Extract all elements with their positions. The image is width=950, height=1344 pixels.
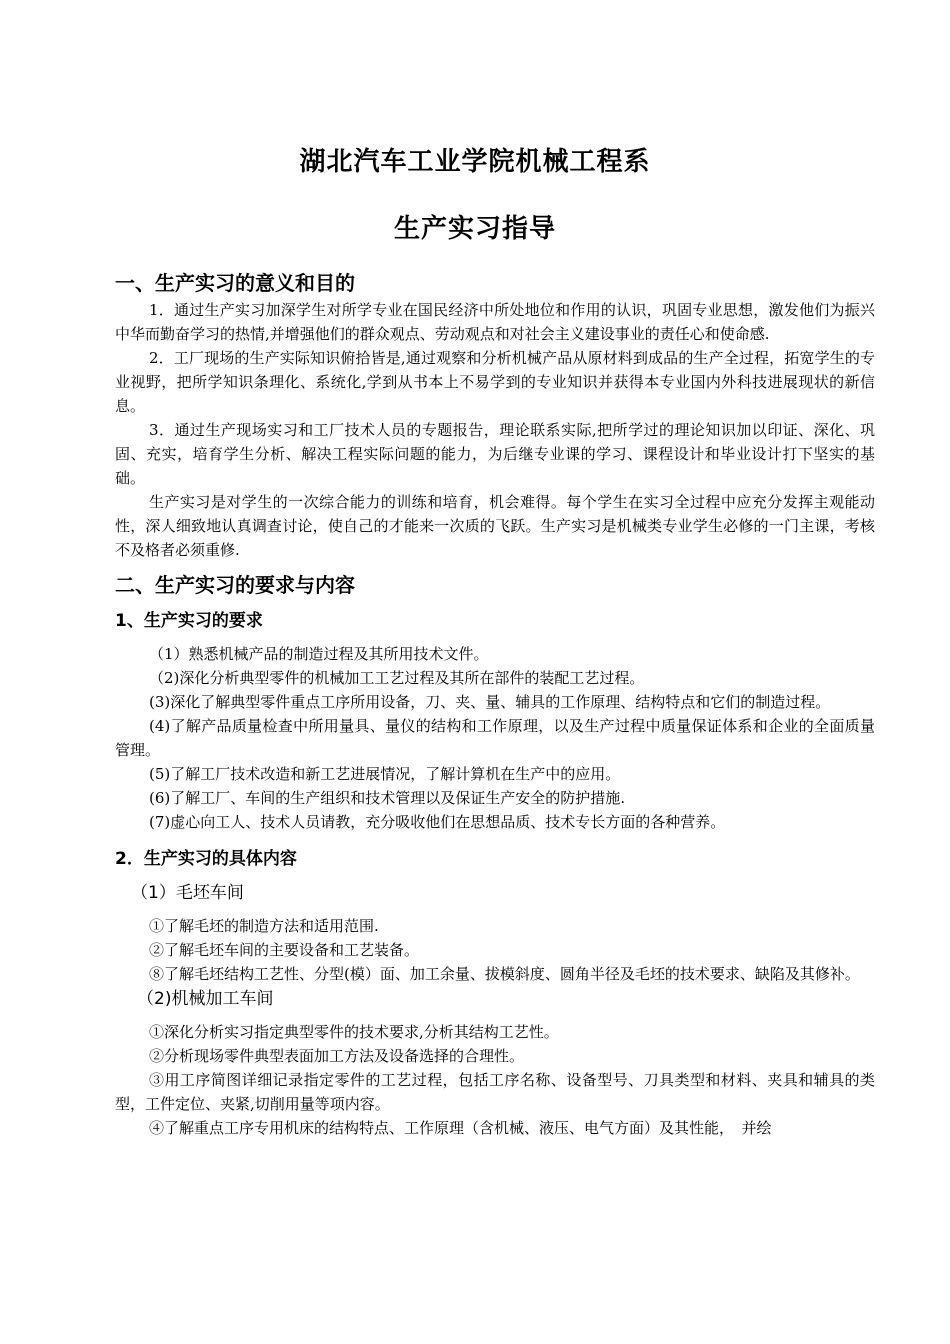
workshop1-item-3: ⑧了解毛坯结构工艺性、分型(模）面、加工余量、拔模斜度、圆角半径及毛坯的技术要求、缺陷及其修补。 <box>149 965 860 983</box>
requirement-item-7: (7)虚心向工人、技术人员请教，充分吸收他们在思想品质、技术专长方面的各种营养。 <box>149 813 726 831</box>
document-title: 湖北汽车工业学院机械工程系 <box>299 147 651 177</box>
requirement-item-2: （2)深化分析典型零件的机械加工工艺过程及其所在部件的装配工艺过程。 <box>149 669 645 687</box>
section1-heading: 一、生产实习的意义和目的 <box>115 271 355 295</box>
requirement-item-6: (6)了解工厂、车间的生产组织和技术管理以及保证生产安全的防护措施. <box>149 789 626 807</box>
document-subtitle: 生产实习指导 <box>393 214 556 244</box>
requirements-heading: 1、生产实习的要求 <box>115 611 263 631</box>
workshop2-item-3: ③用工序简图详细记录指定零件的工艺过程，包括工序名称、设备型号、刀具类型和材料、夹具和辅具的类型，工件定位、夹紧,切削用量等项内容。 <box>115 1071 875 1113</box>
workshop2-item-2: ②分析现场零件典型表面加工方法及设备选择的合理性。 <box>149 1047 525 1065</box>
section1-paragraph-3: 3．通过生产现场实习和工厂技术人员的专题报告，理论联系实际,把所学过的理论知识加以印证、深化、巩固、充实，培育学生分析、解决工程实际问题的能力，为后继专业课的学习、课程设计和毕业设计打下坚实的基础。 <box>115 421 875 487</box>
requirement-item-3: (3)深化了解典型零件重点工序所用设备，刀、夹、量、辅具的工作原理、结构特点和它们的制造过程。 <box>149 693 831 711</box>
requirement-item-1: （1）熟悉机械产品的制造过程及其所用技术文件。 <box>149 645 489 663</box>
section1-paragraph-4: 生产实习是对学生的一次综合能力的训练和培育，机会难得。每个学生在实习全过程中应充分发挥主观能动性，深人细致地认真调查讨论，使自己的才能来一次质的飞跃。生产实习是机械类专业学生必修的一门主课，考核不及格者必须重修. <box>115 493 875 559</box>
section1-paragraph-2: 2．工厂现场的生产实际知识俯拾皆是,通过观察和分析机械产品从原材料到成品的生产全过程，拓宽学生的专业视野，把所学知识条理化、系统化,学到从书本上不易学到的专业知识并获得本专业国内外科技进展现状的新信息。 <box>115 349 875 415</box>
requirement-item-4: (4)了解产品质量检查中所用量具、量仪的结构和工作原理，以及生产过程中质量保证体系和企业的全面质量管理。 <box>115 717 875 759</box>
workshop2-item-1: ①深化分析实习指定典型零件的技术要求,分析其结构工艺性。 <box>149 1023 559 1041</box>
workshop1-item-1: ①了解毛坯的制造方法和适用范围. <box>149 917 379 935</box>
contents-heading: 2．生产实习的具体内容 <box>115 849 297 869</box>
section1-paragraph-1: 1．通过生产实习加深学生对所学专业在国民经济中所处地位和作用的认识，巩固专业思想，激发他们为振兴中华而勤奋学习的热情,并增强他们的群众观点、劳动观点和对社会主义建设事业的责任心和使命感. <box>115 301 875 343</box>
workshop1-item-2: ②了解毛坯车间的主要设备和工艺装备。 <box>149 941 420 959</box>
workshop2-item-4: ④了解重点工序专用机床的结构特点、工作原理（含机械、液压、电气方面）及其性能， 并绘 <box>149 1119 772 1137</box>
workshop2-heading: （2)机械加工车间 <box>137 989 274 1009</box>
workshop1-heading: （1）毛坯车间 <box>131 883 244 903</box>
requirement-item-5: (5)了解工厂技术改造和新工艺进展情况，了解计算机在生产中的应用。 <box>149 765 621 783</box>
document-body <box>115 268 875 1140</box>
section2-heading: 二、生产实习的要求与内容 <box>115 573 355 597</box>
